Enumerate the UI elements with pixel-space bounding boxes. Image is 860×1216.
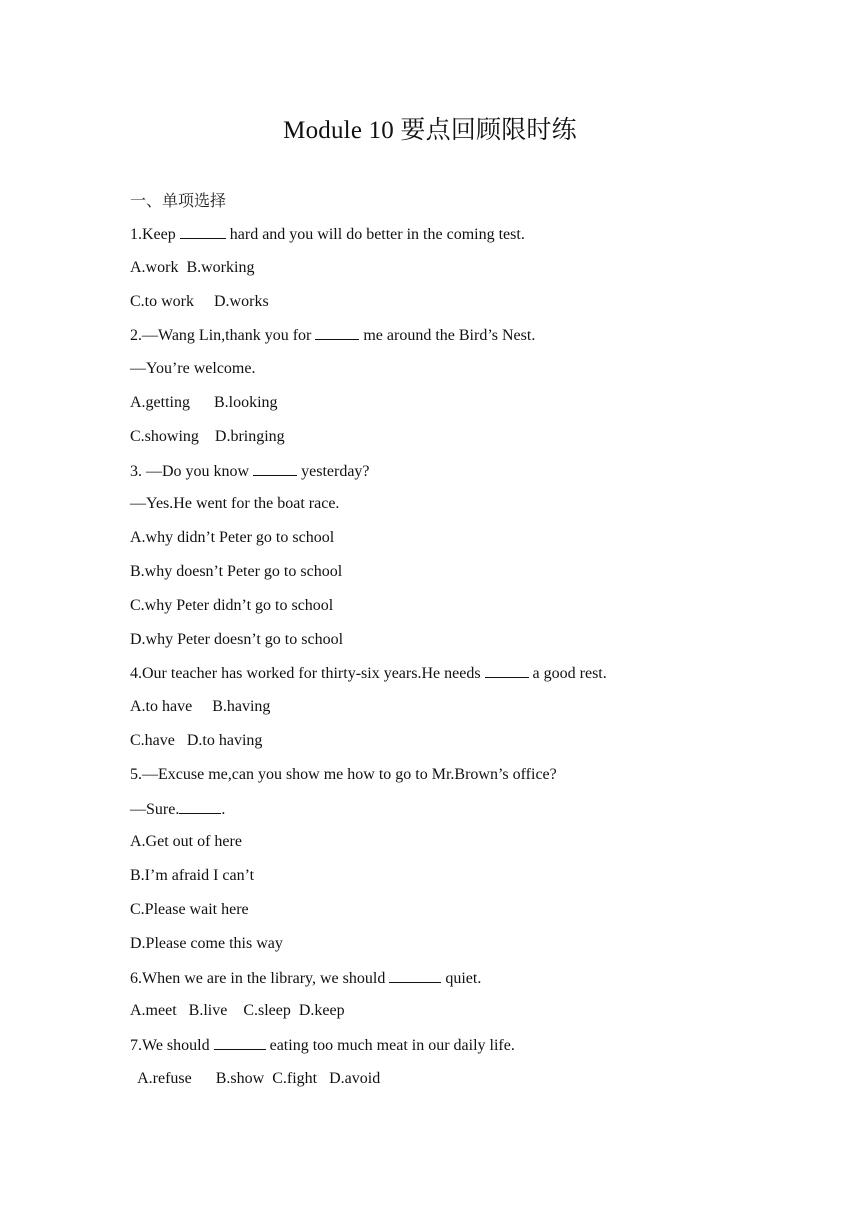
page-title: Module 10 要点回顾限时练 <box>283 117 577 144</box>
line-text: A.why didn’t Peter go to school <box>130 529 335 547</box>
text-line <box>130 730 607 764</box>
line-text: C.why Peter didn’t go to school <box>130 596 334 614</box>
line-text: C.to work D.works <box>130 292 269 310</box>
answer-blank[interactable] <box>389 967 441 983</box>
text-line <box>130 493 607 527</box>
text-line <box>130 358 607 392</box>
line-text-after-blank: eating too much meat in our daily life. <box>265 1037 515 1055</box>
line-text: 6.When we are in the library, we should <box>130 969 390 987</box>
text-line <box>130 392 607 426</box>
line-text: A.getting B.looking <box>130 393 278 411</box>
text-line <box>130 696 607 730</box>
line-text-after-blank: me around the Bird’s Nest. <box>359 327 536 345</box>
text-line <box>130 764 607 798</box>
answer-blank[interactable] <box>180 223 226 239</box>
text-line <box>130 426 607 460</box>
line-text-after-blank: . <box>221 800 226 818</box>
text-line <box>130 1000 607 1034</box>
line-text: A.Get out of here <box>130 833 242 851</box>
text-line <box>130 460 607 494</box>
text-line <box>130 865 607 899</box>
line-text: B.I’m afraid I can’t <box>130 867 255 885</box>
text-line <box>130 1068 607 1102</box>
section-heading: 一、单项选择 <box>130 191 227 210</box>
line-text: D.Please come this way <box>130 934 283 952</box>
text-line <box>130 595 607 629</box>
text-line <box>130 629 607 663</box>
line-text: D.why Peter doesn’t go to school <box>130 630 344 648</box>
line-text: 2.—Wang Lin,thank you for <box>130 327 316 345</box>
line-text: 7.We should <box>130 1037 214 1055</box>
line-text: C.Please wait here <box>130 900 249 918</box>
question-list <box>130 223 607 1102</box>
text-line <box>130 933 607 967</box>
text-line <box>130 527 607 561</box>
text-line <box>130 291 607 325</box>
text-line <box>130 1034 607 1068</box>
answer-blank[interactable] <box>485 662 529 678</box>
line-text-after-blank: yesterday? <box>297 462 370 480</box>
answer-blank[interactable] <box>179 798 221 814</box>
line-text: C.have D.to having <box>130 731 263 749</box>
text-line <box>130 257 607 291</box>
line-text-after-blank: quiet. <box>441 969 482 987</box>
text-line <box>130 662 607 696</box>
line-text: A.to have B.having <box>130 698 271 716</box>
line-text: 1.Keep <box>130 226 180 243</box>
text-line <box>130 967 607 1001</box>
line-text: A.work B.working <box>130 258 255 276</box>
line-text-after-blank: a good rest. <box>528 665 607 683</box>
line-text: B.why doesn’t Peter go to school <box>130 562 343 580</box>
line-text: A.refuse B.show C.fight D.avoid <box>130 1069 381 1087</box>
text-line <box>130 798 607 832</box>
text-line <box>130 899 607 933</box>
text-line <box>130 831 607 865</box>
line-text-after-blank: hard and you will do better in the coming test. <box>225 226 525 243</box>
line-text: 4.Our teacher has worked for thirty-six years.He needs <box>130 665 485 683</box>
line-text: 5.—Excuse me,can you show me how to go to Mr.Brown’s office? <box>130 765 557 783</box>
answer-blank[interactable] <box>315 324 359 340</box>
line-text: —Sure. <box>130 800 180 818</box>
answer-blank[interactable] <box>253 460 297 476</box>
line-text: —You’re welcome. <box>130 360 256 378</box>
line-text: 3. —Do you know <box>130 462 254 480</box>
line-text: C.showing D.bringing <box>130 427 285 445</box>
line-text: A.meet B.live C.sleep D.keep <box>130 1002 345 1020</box>
answer-blank[interactable] <box>214 1034 266 1050</box>
line-text: —Yes.He went for the boat race. <box>130 495 340 513</box>
text-line <box>130 561 607 595</box>
text-line <box>130 324 607 358</box>
text-line <box>130 223 607 257</box>
